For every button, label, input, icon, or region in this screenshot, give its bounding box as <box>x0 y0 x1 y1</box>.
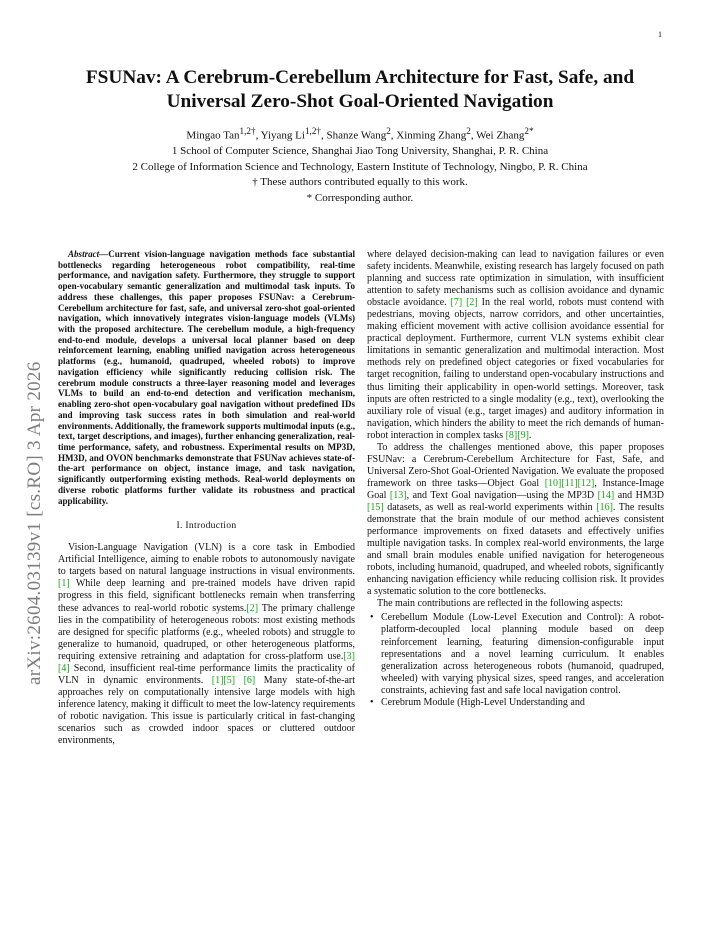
citation-link[interactable]: [14] <box>597 489 615 501</box>
left-column <box>58 249 355 747</box>
citation-link[interactable]: [4] <box>58 662 70 674</box>
paper-title: FSUNav: A Cerebrum-Cerebellum Architecture for Fast, Safe, and Universal Zero-Shot Goal-Oriented Navigation <box>85 67 635 112</box>
abstract-lead: Abstract— <box>68 249 109 259</box>
section-heading: I. Introduction <box>176 520 237 532</box>
affiliation-2: 2 College of Information Science and Technology, Eastern Institute of Technology, Ningbo, P. R. China <box>132 160 588 173</box>
intro-paragraph-1: Vision-Language Navigation (VLN) is a core task in Embodied Artificial Intelligence, aiming to enable robots to autonomously navigate to targets based on natural language instructions in visual environments. [1] While deep learning and pre-trained models have driven rapid progress in this field, significant bottlenecks remain when transferring these advances to real-world robotic systems.[2] The primary challenge lies in the compatibility of heterogeneous robots: most existing methods are designed for specific platforms (e.g., wheeled robots) and struggle to generalize to humanoid, quadruped, or other heterogeneous platforms, requiring extensive retraining and adaptation for cross-platform use.[3] [4] Second, insufficient real-time performance limits the practicality of VLN in dynamic environments. [1][5] [6] Many state-of-the-art approaches rely on computationally intensive large models with high inference latency, making it difficult to meet the low-latency requirements of robotic navigation. This issue is particularly critical in fast-changing scenarios such as crowded indoor spaces or cluttered outdoor environments, <box>58 542 356 747</box>
citation-link[interactable]: [10][11][12] <box>544 477 595 489</box>
corresponding-author-note: * Corresponding author. <box>306 191 414 204</box>
citation-link[interactable]: [1][5] <box>211 674 236 686</box>
author-block <box>40 124 680 206</box>
citation-link[interactable]: [15] <box>367 501 384 513</box>
abstract <box>58 249 355 506</box>
citation-link[interactable]: [2] <box>466 297 478 309</box>
right-column <box>367 249 664 709</box>
citation-link[interactable]: [3] <box>343 650 355 662</box>
abstract-text: Current vision-language navigation methods face substantial bottlenecks regarding heterogeneous robot compatibility, real-time performance, and navigation safety. Furthermore, they struggle to support open-vocabulary semantic generalization and multimodal task inputs. To address these challenges, this paper proposes FSUNav: a Cerebrum-Cerebellum architecture for fast, safe, and universal zero-shot goal-oriented navigation, which innovatively integrates vision-language models (VLMs) with the proposed architecture. The cerebellum module, a high-frequency end-to-end module, develops a universal local planner based on deep reinforcement learning, enabling unified navigation across heterogeneous platforms (e.g., humanoid, quadruped, wheeled robots) to improve navigation efficiency while significantly reducing collision risk. The cerebrum module constructs a three-layer reasoning model and leverages VLMs to build an end-to-end detection and verification mechanism, enabling zero-shot open-vocabulary goal navigation without predefined IDs and improving task success rates in both simulation and real-world environments. Additionally, the framework supports multimodal inputs (e.g., text, target descriptions, and images), further enhancing generalization, real-time performance, safety, and robustness. Experimental results on MP3D, HM3D, and OVON benchmarks demonstrate that FSUNav achieves state-of-the-art performance on object, instance image, and task navigation, significantly outperforming existing methods. Real-world deployments on diverse robotic platforms further validate its robustness and practical applicability. <box>58 249 355 506</box>
arxiv-id: arXiv:2604.03139v1 [cs.RO] 3 Apr 2026 <box>24 361 45 685</box>
contribution-list <box>367 612 664 708</box>
citation-link[interactable]: [2] <box>246 602 259 614</box>
page-number: 1 <box>658 30 662 39</box>
author-list: Mingao Tan$^{1,2\dagger}$, Yiyang $Li^{1,2\dagger}$, Shanze Wang$^2$, Xinming Zhang$^2$, Wei Zhang$^{2*}$ <box>186 126 534 142</box>
affiliation-1: 1 School of Computer Science, Shanghai Jiao Tong University, Shanghai, P. R. China <box>171 145 549 158</box>
equal-contribution-note: † These authors contributed equally to this work. <box>252 176 468 189</box>
list-item: • Cerebrum Module (High-Level Understanding and <box>381 697 664 709</box>
citation-link[interactable]: [8][9] <box>505 429 529 441</box>
intro-paragraph-3: The main contributions are reflected in the following aspects: <box>377 598 624 610</box>
arxiv-stamp <box>22 265 44 685</box>
citation-link[interactable]: [7] <box>450 297 463 309</box>
intro-paragraph-2: To address the challenges mentioned above, this paper proposes FSUNav: a Cerebrum-Cerebellum Architecture for Fast, Safe, and Universal Zero-Shot Goal-Oriented Navigation. We evaluate the proposed framework on three tasks—Object Goal [10][11][12], Instance-Image Goal [13], and Text Goal navigation—using the MP3D [14] and HM3D [15] datasets, as well as real-world experiments within [16]. The results demonstrate that the brain module of our method achieves consistent performance improvements on fixed datasets and effectively unifies multiple navigation tasks. In complex real-world environments, the large and small brain modules enable unified navigation for heterogeneous robots, including humanoid, quadruped, and wheeled robots, significantly enhancing navigation efficiency while reducing collision risk. It provides a systematic solution to the core bottlenecks. <box>367 441 664 598</box>
citation-link[interactable]: [16] <box>596 501 613 513</box>
list-item: • Cerebellum Module (Low-Level Execution and Control): A robot-platform-decoupled local planning module based on deep reinforcement learning, featuring dimension-configurable input representations and a novel learning curriculum. It enables generalization across heterogeneous robots (humanoid, quadruped, wheeled) with varying physical sizes, speed ranges, and acceleration constraints, achieving fast and safe local navigation control. <box>381 612 664 696</box>
citation-link[interactable]: [13] <box>389 489 407 501</box>
intro-paragraph-1-continued: where delayed decision-making can lead to navigation failures or even safety incidents. Meanwhile, existing research has largely focused on path planning and success rate optimization in simulation, with insufficient attention to safety mechanisms such as collision avoidance and dynamic obstacle avoidance. [7] [2] In the real world, robots must contend with pedestrians, moving objects, narrow corridors, and other uncertainties, making efficient movement with active collision avoidance essential for practical deployment. Furthermore, current VLN systems exhibit clear limitations in semantic generalization and multimodal interaction. Most methods rely on predefined object categories or fixed vocabularies for target recognition, failing to understand open-vocabulary instructions and thus limiting their applicability in open-world settings. Moreover, task inputs are often restricted to a single modality (e.g., text), overlooking the auxiliary role of visual (e.g., target images) and auditory information in navigation, which hinders the ability to meet the rich demands of human-robot interaction in complex tasks [8][9]. <box>367 249 664 441</box>
citation-link[interactable]: [6] <box>243 674 256 686</box>
citation-link[interactable]: [1] <box>58 578 70 590</box>
